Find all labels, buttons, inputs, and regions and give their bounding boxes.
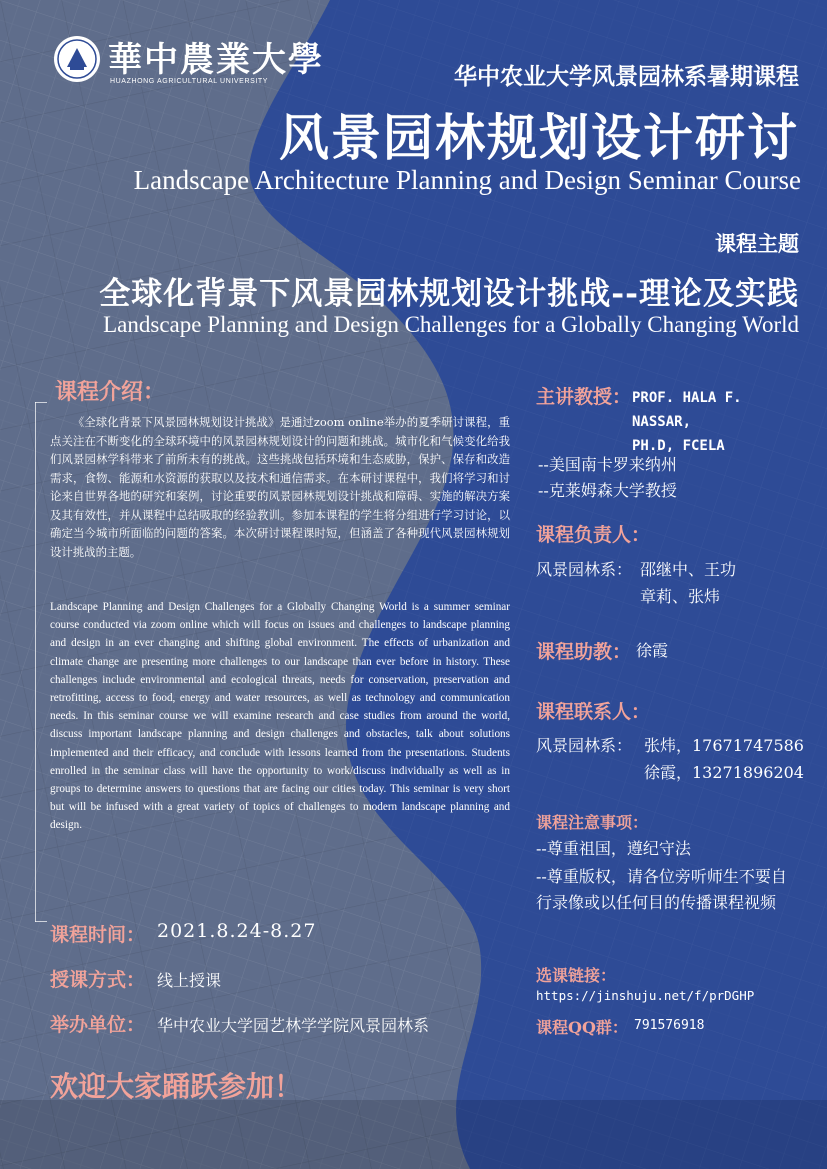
university-logo <box>52 34 102 84</box>
contact-label: 课程联系人： <box>536 701 651 723</box>
page-title-en: Landscape Architecture Planning and Design Seminar Course <box>133 165 801 195</box>
intro-paragraph-cn: 《全球化背景下风景园林规划设计挑战》是通过zoom online举办的夏季研讨课程，重点关注在不断变化的全球环境中的风景园林规划设计的问题和挑战。城市化和气候变化给我们风景园林学科带来了前所未有的挑战。这些挑战包括环境和生态威胁，保护、保存和改造需求，食物、能源和水资源的获取以及技术和通信需求。在本研讨课程中，我们将学习和讨论来自世界各地的研究和案例，讨论重要的风景园林规划设计挑战和障碍、实施的解决方案及其有效性，并从课程中总结吸取的经验教训。参加本课程的学生将分组进行学习讨论，以确定当今城市所面临的问题的答案。本次研讨课程课时短，但涵盖了各种现代风景园林规划设计挑战的主题。 <box>50 415 510 559</box>
host-value: 华中农业大学园艺林学学院风景园林系 <box>157 1016 430 1035</box>
enroll-label: 选课链接： <box>536 966 617 985</box>
theme-title-cn: 全球化背景下风景园林规划设计挑战--理论及实践 <box>99 276 799 312</box>
leader-names-1: 邵继中、王功 <box>640 560 737 579</box>
contact-line-1: 张炜，17671747586 <box>644 736 804 755</box>
professor-label: 主讲教授： <box>536 386 632 408</box>
intro-heading: 课程介绍： <box>55 379 166 405</box>
host-label: 举办单位： <box>50 1014 146 1036</box>
mode-label: 授课方式： <box>50 969 146 991</box>
assistant-name: 徐霞 <box>636 641 669 660</box>
professor-affiliation-2: --克莱姆森大学教授 <box>538 481 677 500</box>
welcome-text: 欢迎大家踊跃参加！ <box>50 1070 303 1103</box>
leader-label: 课程负责人： <box>536 524 651 546</box>
theme-title-en: Landscape Planning and Design Challenges for a Globally Changing World <box>103 312 799 337</box>
notes-item-2a: --尊重版权，请各位旁听师生不要自 <box>536 867 787 886</box>
time-value: 2021.8.24-8.27 <box>157 920 317 942</box>
intro-frame-top <box>35 402 47 403</box>
enroll-link[interactable]: https://jinshuju.net/f/prDGHP <box>536 988 755 1003</box>
professor-name-line3: PH.D, FCELA <box>632 438 725 454</box>
intro-paragraph-en: Landscape Planning and Design Challenges for a Globally Changing World is a summer seminar course conducted via zoom online which will focus on issues and challenges to landscape planning and design in an ever changing and shifting global environment. The effects of urbanization and climate change are presenting more challenges to our landscape than ever before in history. These challenges include environmental and ecological threats, needs for conservation, preservation and retrofitting, access to food, energy and water resources, as well as technology and communication needs. In this seminar course we will examine research and case studies from around the world, discuss important landscape planning and design challenges and obstacles, talk about solutions implemented and their efficacy, and conclude with lessons learned from the presentations. Students enrolled in the seminar class will have the opportunity to work/discuss individually as well as in groups to determine answers to questions that are facing our cities today. This seminar is very short but will be infused with a great variety of topics of challenges to modern landscape planning and design. <box>50 601 510 832</box>
page-title: 风景园林规划设计研讨 <box>279 108 799 167</box>
intro-frame <box>35 402 36 922</box>
professor-affiliation-1: --美国南卡罗来纳州 <box>538 455 677 474</box>
qq-label: 课程QQ群： <box>536 1018 628 1037</box>
qq-number: 791576918 <box>634 1018 705 1033</box>
professor-name <box>632 386 742 458</box>
notes-label: 课程注意事项： <box>536 813 649 832</box>
notes-item-2b: 行录像或以任何目的传播课程视频 <box>536 893 777 912</box>
professor-name-line1: PROF. HALA F. <box>632 390 742 406</box>
leader-names-2: 章莉、张炜 <box>640 587 721 606</box>
professor-name-line2: NASSAR, <box>632 414 692 430</box>
summer-course-label: 华中农业大学风景园林系暑期课程 <box>454 63 799 90</box>
contact-line-2: 徐霞，13271896204 <box>644 763 804 782</box>
university-name-en: HUAZHONG AGRICULTURAL UNIVERSITY <box>110 78 269 85</box>
assistant-label: 课程助教： <box>536 641 632 663</box>
theme-label: 课程主题 <box>715 231 799 256</box>
intro-frame-bottom <box>35 921 47 922</box>
notes-item-1: --尊重祖国，遵纪守法 <box>536 839 691 858</box>
contact-dept: 风景园林系： <box>536 736 633 755</box>
leader-dept: 风景园林系： <box>536 560 633 579</box>
time-label: 课程时间： <box>50 924 146 946</box>
university-name-cn: 華中農業大學 <box>108 40 324 80</box>
mode-value: 线上授课 <box>157 971 222 990</box>
